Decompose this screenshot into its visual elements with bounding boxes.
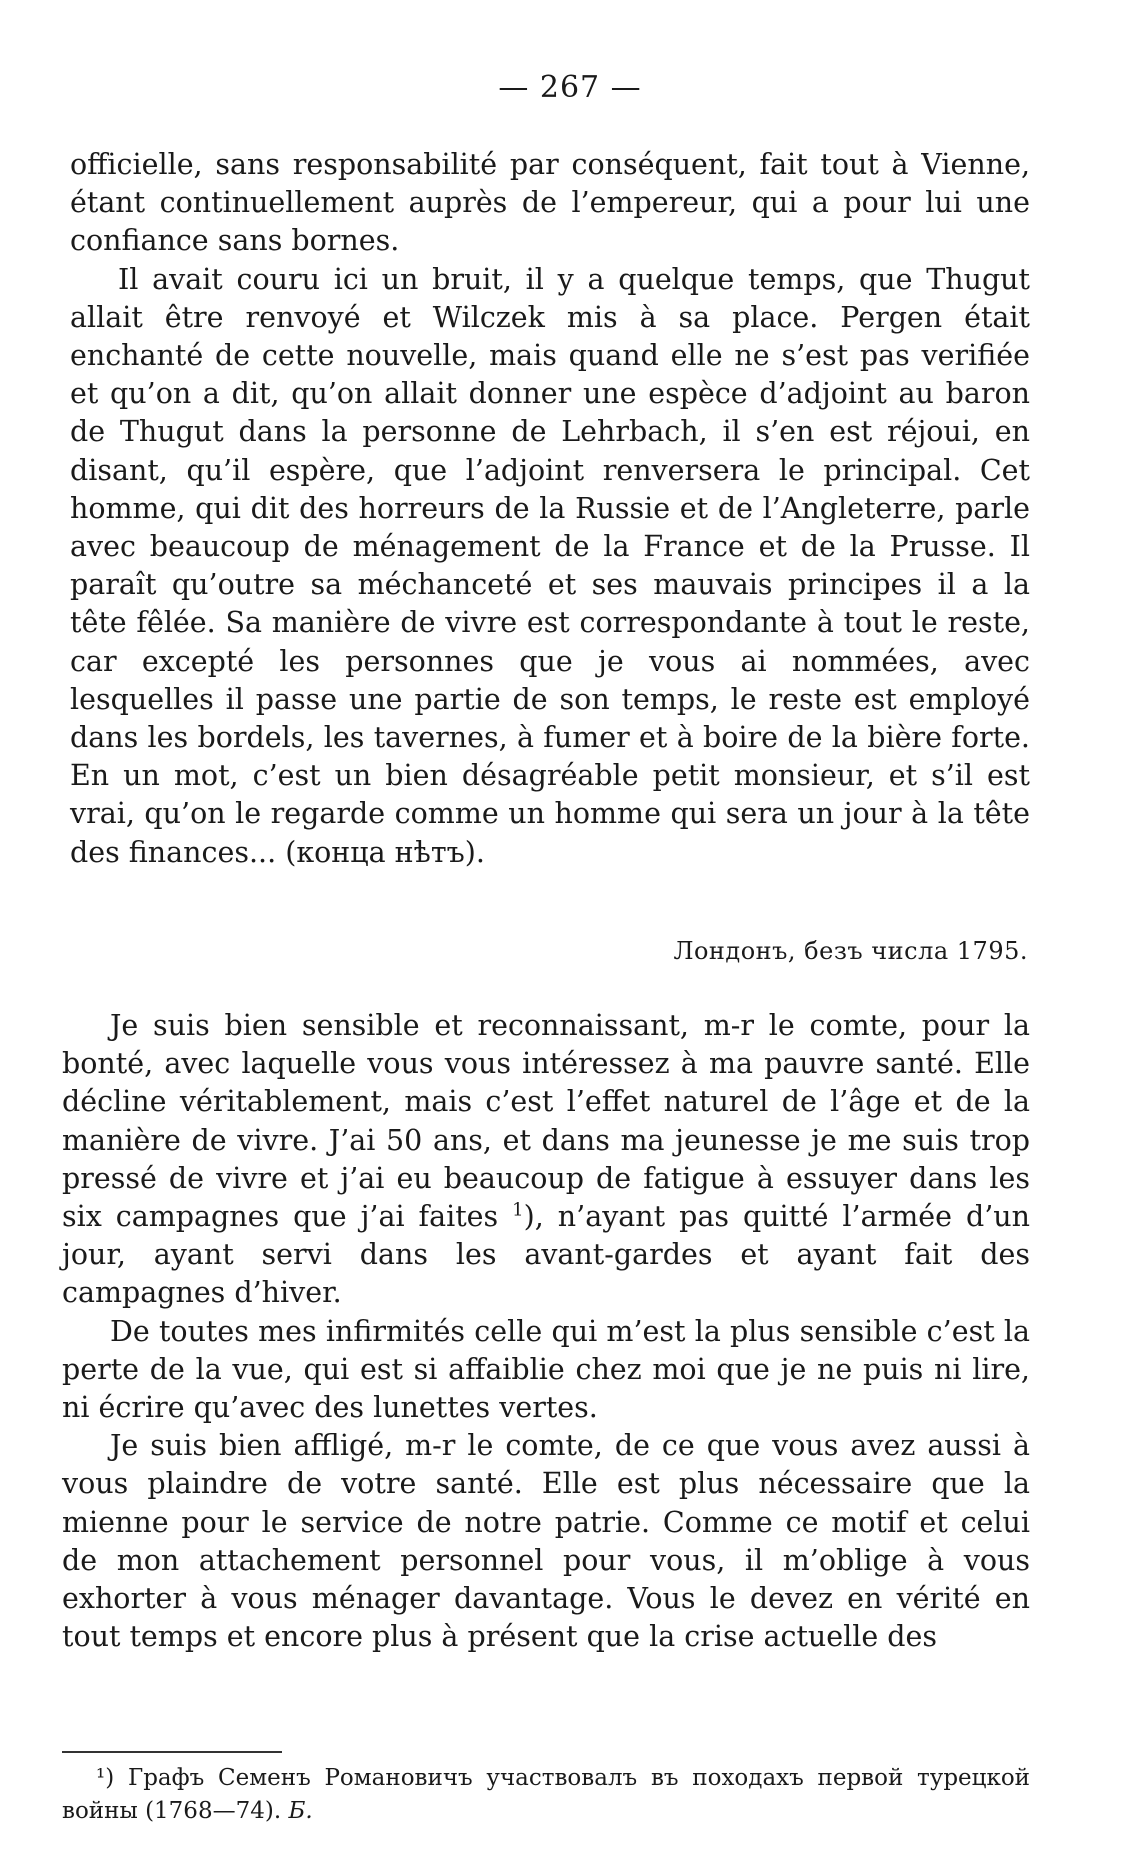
letter-2-dateline: Лондонъ, безъ числа 1795.: [673, 937, 1028, 965]
footnote-signature: Б.: [288, 1798, 313, 1824]
footnote-marker: ¹): [96, 1765, 115, 1791]
letter-2-body: [62, 1007, 1030, 1656]
footnote-reference: 1: [512, 1199, 524, 1221]
footnote: [62, 1762, 1030, 1828]
letter-2-paragraph-1-continuation: ), n’ayant pas quitté l’armée d’un jour, ayant servi dans les avant-gardes et ayant fait des campagnes d’hiver.: [62, 1200, 1030, 1310]
letter-2-paragraph-2: De toutes mes infirmités celle qui m’est la plus sensible c’est la perte de la vue, qui est si affaiblie chez moi que je ne puis ni lire, ni écrire qu’avec des lunettes vertes.: [62, 1314, 1030, 1425]
footnote-divider: [62, 1751, 282, 1753]
page-number: — 267 —: [498, 70, 642, 105]
letter-2-paragraph-1-text: Je suis bien sensible et reconnaissant, m-r le comte, pour la bonté, avec laquelle vous vous intéressez à ma pauvre santé. Elle décline véritablement, mais c’est l’effet naturel de l’âge et de la manière de vivre. J’ai 50 ans, et dans ma jeunesse je me suis trop pressé de vivre et j’ai eu beaucoup de fatigue à essuyer dans les six campagnes que j’ai faites: [62, 1009, 1030, 1234]
letter-1-body: [70, 146, 1030, 872]
footnote-text: Графъ Семенъ Романовичъ участвовалъ въ походахъ первой турецкой войны (1768—74).: [62, 1765, 1030, 1824]
letter-1-paragraph-1: officielle, sans responsabilité par conséquent, fait tout à Vienne, étant continuellement auprès de l’empereur, qui a pour lui une confiance sans bornes.: [70, 148, 1030, 258]
letter-1-paragraph-2: Il avait couru ici un bruit, il y a quelque temps, que Thugut allait être renvoyé et Wilczek mis à sa place. Pergen était enchanté de cette nouvelle, mais quand elle ne s’est pas verifiée et qu’on a dit, qu’on allait donner une espèce d’adjoint au baron de Thugut dans la personne de Lehrbach, il s’en est réjoui, en disant, qu’il espère, que l’adjoint renversera le principal. Cet homme, qui dit des horreurs de la Russie et de l’Angleterre, parle avec beaucoup de ménagement de la France et de la Prusse. Il paraît qu’outre sa méchanceté et ses mauvais principes il a la tête fêlée. Sa manière de vivre est correspondante à tout le reste, car excepté les personnes que je vous ai nommées, avec lesquelles il passe une partie de son temps, le reste est employé dans les bordels, les tavernes, à fumer et à boire de la bière forte. En un mot, c’est un bien désagréable petit monsieur, et s’il est vrai, qu’on le regarde comme un homme qui sera un jour à la tête des finances... (конца нѣтъ).: [70, 262, 1030, 869]
letter-2-paragraph-1: [62, 1007, 1030, 1313]
letter-2-paragraph-3: Je suis bien affligé, m-r le comte, de ce que vous avez aussi à vous plaindre de votre santé. Elle est plus nécessaire que la mienne pour le service de notre patrie. Comme ce motif et celui de mon attachement personnel pour vous, il m’oblige à vous exhorter à vous ménager davantage. Vous le devez en vérité en tout temps et encore plus à présent que la crise actuelle des: [62, 1429, 1030, 1654]
